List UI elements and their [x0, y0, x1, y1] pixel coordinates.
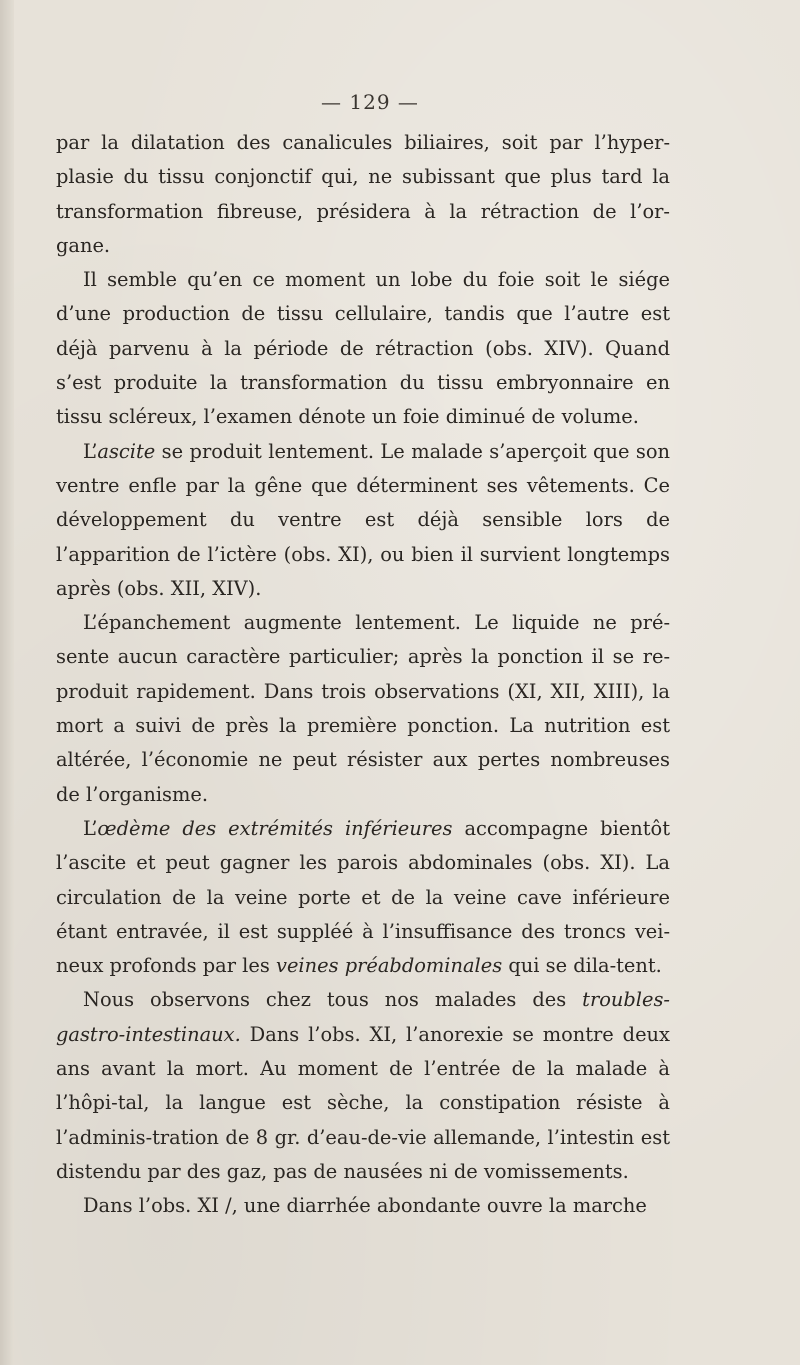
- paragraph-4: L’épanchement augmente lentement. Le liquide ne pré-sente aucun caractère particulier; après la ponction il se re-produit rapidement. Dans trois observations (XI, XII, XIII), la mort a suivi de près la première ponction. La nutrition est altérée, l’économie ne peut résister aux pertes nombreuses de l’organisme.: [56, 611, 670, 806]
- paragraph-5-rest-2: qui se dila-tent.: [502, 954, 662, 978]
- body-text: [56, 126, 670, 1224]
- paragraph-6-lead: Nous observons chez tous nos malades des: [83, 988, 583, 1012]
- term-troubles-gastro-intestinaux: troubles-gastro-intestinaux.: [56, 988, 670, 1046]
- term-oedeme: œdème des extrémités inférieures: [97, 816, 453, 840]
- paragraph-6: [56, 983, 670, 1189]
- paragraph-3-lead: L’: [83, 439, 98, 463]
- paragraph-5-lead: L’: [83, 816, 98, 840]
- page-gutter: [0, 0, 14, 1365]
- paragraph-5-rest-1: accompagne bientôt l’ascite et peut gagner les parois abdominales (obs. XI). La circulation de la veine porte et de la veine cave inférieure étant entravée, il est suppléé à l’insuffisance des troncs vei-neux profonds par les: [56, 816, 670, 978]
- paragraph-6-rest: Dans l’obs. XI, l’anorexie se montre deux ans avant la mort. Au moment de l’entrée de la malade à l’hôpi-tal, la langue est sèche, la constipation résiste à l’adminis-tration de 8 gr. d’eau-de-vie allemande, l’intestin est distendu par des gaz, pas de nausées ni de vomissements.: [56, 1022, 670, 1183]
- paragraph-5: [56, 812, 670, 983]
- paragraph-2: Il semble qu’en ce moment un lobe du foie soit le siége d’une production de tissu cellulaire, tandis que l’autre est déjà parvenu à la période de rétraction (obs. XIV). Quand s’est produite la transformation du tissu embryonnaire en tissu scléreux, l’examen dénote un foie diminué de volume.: [56, 268, 670, 429]
- page-number: — 129 —: [321, 90, 419, 114]
- term-veines-preabdominales: veines préabdominales: [275, 954, 503, 978]
- paragraph-3-rest: se produit lentement. Le malade s’aperçoit que son ventre enfle par la gêne que déterminent ses vêtements. Ce développement du ventre est déjà sensible lors de l’apparition de l’ictère (obs. XI), ou bien il survient longtemps après (obs. XII, XIV).: [56, 439, 670, 600]
- term-ascite: ascite: [97, 439, 156, 463]
- paragraph-7: Dans l’obs. XI /, une diarrhée abondante ouvre la marche: [83, 1194, 647, 1218]
- paragraph-1: par la dilatation des canalicules biliaires, soit par l’hyper-plasie du tissu conjonctif qui, ne subissant que plus tard la transformation fibreuse, présidera à la rétraction de l’or-gane.: [56, 131, 670, 257]
- paragraph-3: [56, 435, 670, 606]
